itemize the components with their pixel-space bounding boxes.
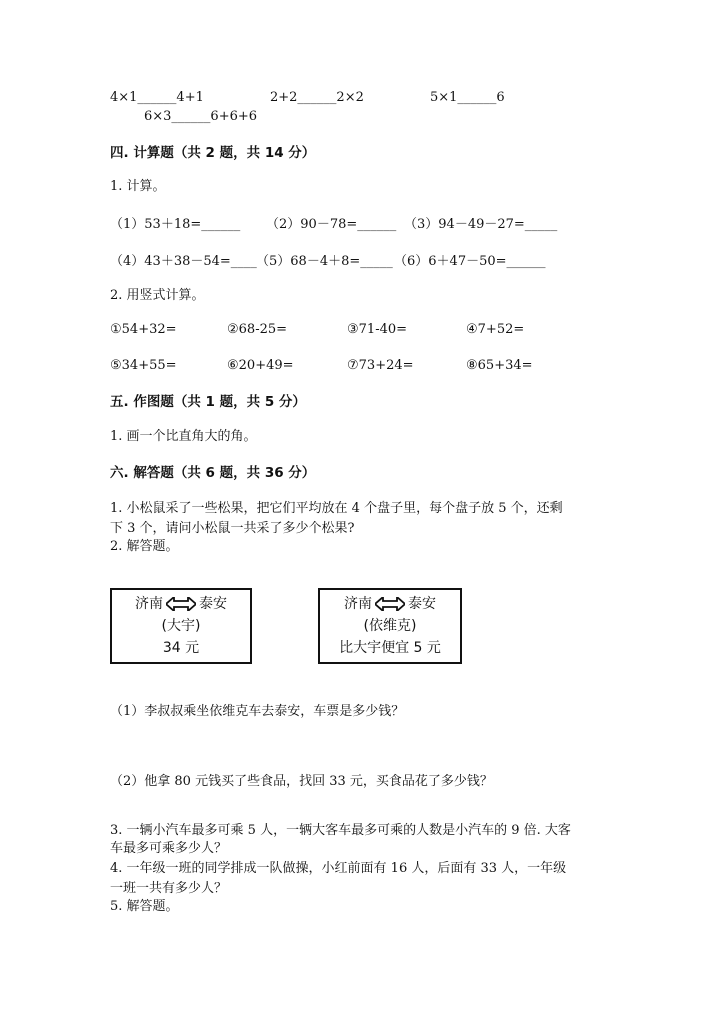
calc-item-5: （5）68－4＋8=_____ <box>256 254 393 269</box>
calc-item-3: （3）94－49－27=_____ <box>404 217 558 232</box>
vertical-calc-1: ①54+32= <box>110 322 177 337</box>
vertical-calc-6: ⑥20+49= <box>227 358 294 373</box>
vertical-calc-3: ③71-40= <box>347 322 408 337</box>
section-6-title: 六. 解答题（共 6 题，共 36 分） <box>110 465 316 481</box>
question-4-1: 1. 计算。 <box>110 179 166 194</box>
question-6-2-sub-2: （2）他拿 80 元钱买了些食品，找回 33 元，买食品花了多少钱？ <box>110 774 493 789</box>
compare-item-4: 6×3______6+6+6 <box>144 109 258 124</box>
question-6-4-line-1: 4. 一年级一班的同学排成一队做操，小红前面有 16 人，后面有 33 人，一年级 <box>110 861 567 876</box>
price-note: 比大宇便宜 5 元 <box>339 640 441 656</box>
question-4-2: 2. 用竖式计算。 <box>110 288 205 303</box>
compare-item-2: 2+2______2×2 <box>270 90 364 105</box>
calc-item-4: （4）43＋38－54=____ <box>110 254 257 269</box>
route-from: 济南 <box>135 596 163 612</box>
route-from: 济南 <box>344 596 372 612</box>
question-5-1: 1. 画一个比直角大的角。 <box>110 429 257 444</box>
question-6-2-sub-1: （1）李叔叔乘坐依维克车去泰安，车票是多少钱？ <box>110 704 405 719</box>
vertical-calc-8: ⑧65+34= <box>466 358 533 373</box>
route-to: 泰安 <box>199 596 227 612</box>
question-6-1-line-2: 下 3 个，请问小松鼠一共采了多少个松果? <box>110 521 355 536</box>
calc-item-6: （6）6＋47－50=______ <box>394 254 546 269</box>
question-6-1-line-1: 1. 小松鼠采了一些松果，把它们平均放在 4 个盘子里，每个盘子放 5 个，还剩 <box>110 501 563 516</box>
calc-item-2: （2）90－78=______ <box>266 217 397 232</box>
calc-item-1: （1）53＋18=______ <box>110 217 241 232</box>
compare-item-3: 5×1______6 <box>430 90 505 105</box>
question-6-5: 5. 解答题。 <box>110 899 179 914</box>
vertical-calc-2: ②68-25= <box>227 322 288 337</box>
vertical-calc-7: ⑦73+24= <box>347 358 414 373</box>
ticket-price: 34 元 <box>162 640 200 656</box>
section-4-title: 四. 计算题（共 2 题，共 14 分） <box>110 145 316 161</box>
ticket-box-iveco <box>318 588 462 664</box>
vehicle-name: (大宇) <box>161 618 201 634</box>
question-6-3-line-1: 3. 一辆小汽车最多可乘 5 人，一辆大客车最多可乘的人数是小汽车的 9 倍. 大客 <box>110 823 571 838</box>
question-6-3-line-2: 车最多可乘多少人？ <box>110 841 228 856</box>
vertical-calc-5: ⑤34+55= <box>110 358 177 373</box>
route-to: 泰安 <box>408 596 436 612</box>
double-arrow-icon <box>375 597 405 611</box>
ticket-box-daewoo <box>110 588 252 664</box>
vehicle-name: (依维克) <box>363 618 417 634</box>
compare-item-1: 4×1______4+1 <box>110 90 204 105</box>
route-line <box>135 593 227 615</box>
section-5-title: 五. 作图题（共 1 题，共 5 分） <box>110 394 306 410</box>
route-line <box>344 593 436 615</box>
question-6-4-line-2: 一班一共有多少人？ <box>110 881 228 896</box>
vertical-calc-4: ④7+52= <box>466 322 525 337</box>
question-6-2: 2. 解答题。 <box>110 539 179 554</box>
double-arrow-icon <box>166 597 196 611</box>
